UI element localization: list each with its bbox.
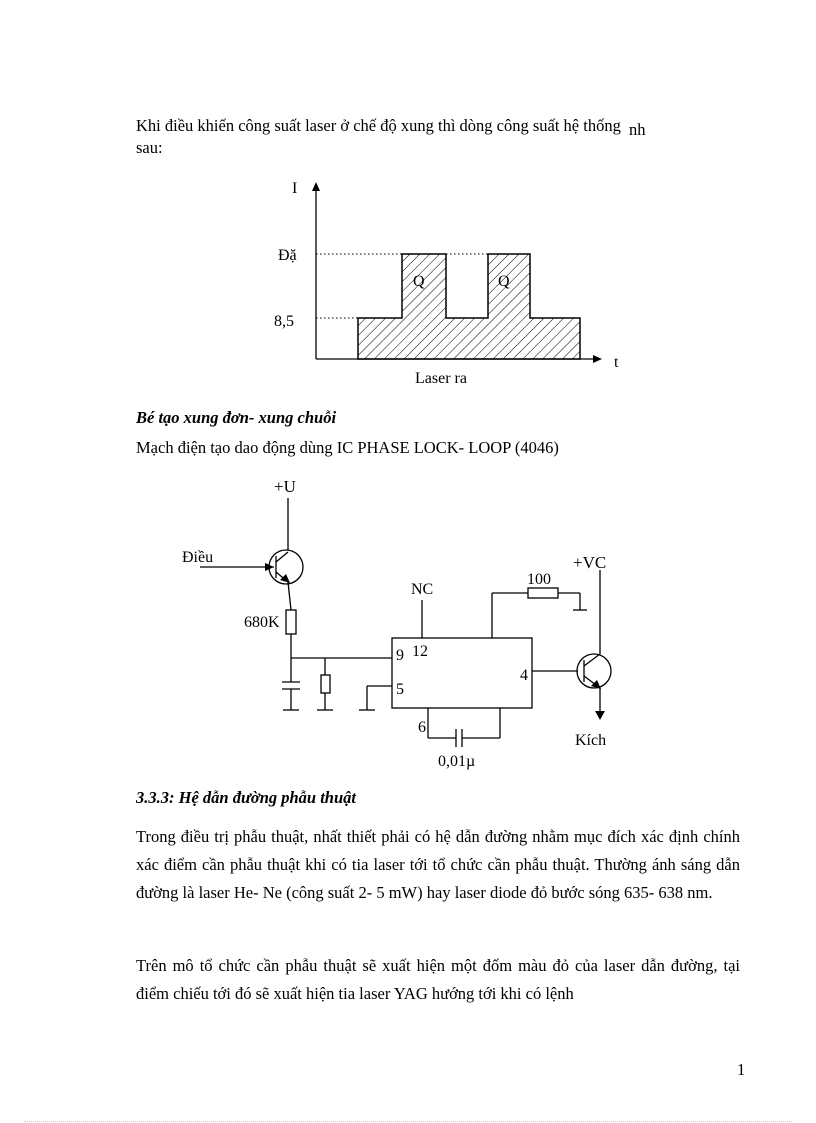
circuit-diagram (170, 470, 640, 770)
transistor-1-emitter-arrow (280, 574, 290, 583)
pin-5-label: 5 (396, 681, 404, 698)
pin-12-label: 12 (412, 643, 428, 660)
nc-label: NC (411, 581, 434, 598)
intro-line-1: Khi điều khiển công suất laser ở chế độ xung thì dòng công suất hệ thống nh (136, 116, 646, 139)
pulse-waveform (358, 254, 580, 359)
pulse-2-label: Q (498, 273, 510, 290)
y-axis-arrow (312, 182, 320, 191)
pulse-power-chart (260, 176, 640, 390)
output-arrow (595, 711, 605, 720)
intro-line-1-tail: nh (628, 120, 646, 139)
pulse-1-label: Q (413, 273, 425, 290)
supply-label: +U (274, 477, 296, 496)
section-1-line: Mạch điện tạo dao động dùng IC PHASE LOCK- LOOP (4046) (136, 438, 559, 457)
vcc-label: +VC (573, 553, 607, 572)
pin-6-label: 6 (418, 719, 426, 736)
page-number: 1 (737, 1060, 746, 1079)
section-heading-3-3-3: 3.3.3: Hệ dẫn đường phẫu thuật (136, 788, 356, 807)
page-bottom-divider (24, 1121, 792, 1122)
high-level-label: Đặ (278, 247, 297, 264)
capacitor-label: 0,01µ (438, 753, 476, 770)
resistor-680k (286, 610, 296, 634)
output-label: Kích (575, 732, 607, 749)
chart-caption: Laser ra (415, 370, 467, 387)
base-level-label: 8,5 (274, 313, 294, 330)
x-axis-arrow (593, 355, 602, 363)
x-axis-label: t (614, 354, 619, 371)
intro-line-2: sau: (136, 138, 163, 157)
resistor-100-label: 100 (527, 571, 551, 588)
pin-4-label: 4 (520, 667, 528, 684)
resistor-100 (528, 588, 558, 598)
resistor-680k-label: 680K (244, 614, 280, 631)
y-axis-label: I (292, 180, 298, 197)
resistor-ground (321, 675, 330, 693)
paragraph-2: Trên mô tổ chức cần phẫu thuật sẽ xuất hiện một đốm màu đỏ của laser dẫn đường, tại điểm chiếu tới đó sẽ xuất hiện tia laser YAG hướng tới khi có lệnh (136, 956, 740, 1003)
paragraph-1: Trong điều trị phẫu thuật, nhất thiết phải có hệ dẫn đường nhằm mục đích xác định chính xác điểm cần phẫu thuật khi có tia laser tới tổ chức cần phẫu thuật. Thường ánh sáng dẫn đường là laser He- Ne (công suất 2- 5 mW) hay laser diode đỏ bước sóng 635- 638 nm. (136, 827, 740, 902)
pin-9-label: 9 (396, 647, 404, 664)
control-label: Điều (182, 549, 214, 566)
section-heading-pulse-generator: Bé tạo xung đơn- xung chuỗi (136, 408, 337, 427)
